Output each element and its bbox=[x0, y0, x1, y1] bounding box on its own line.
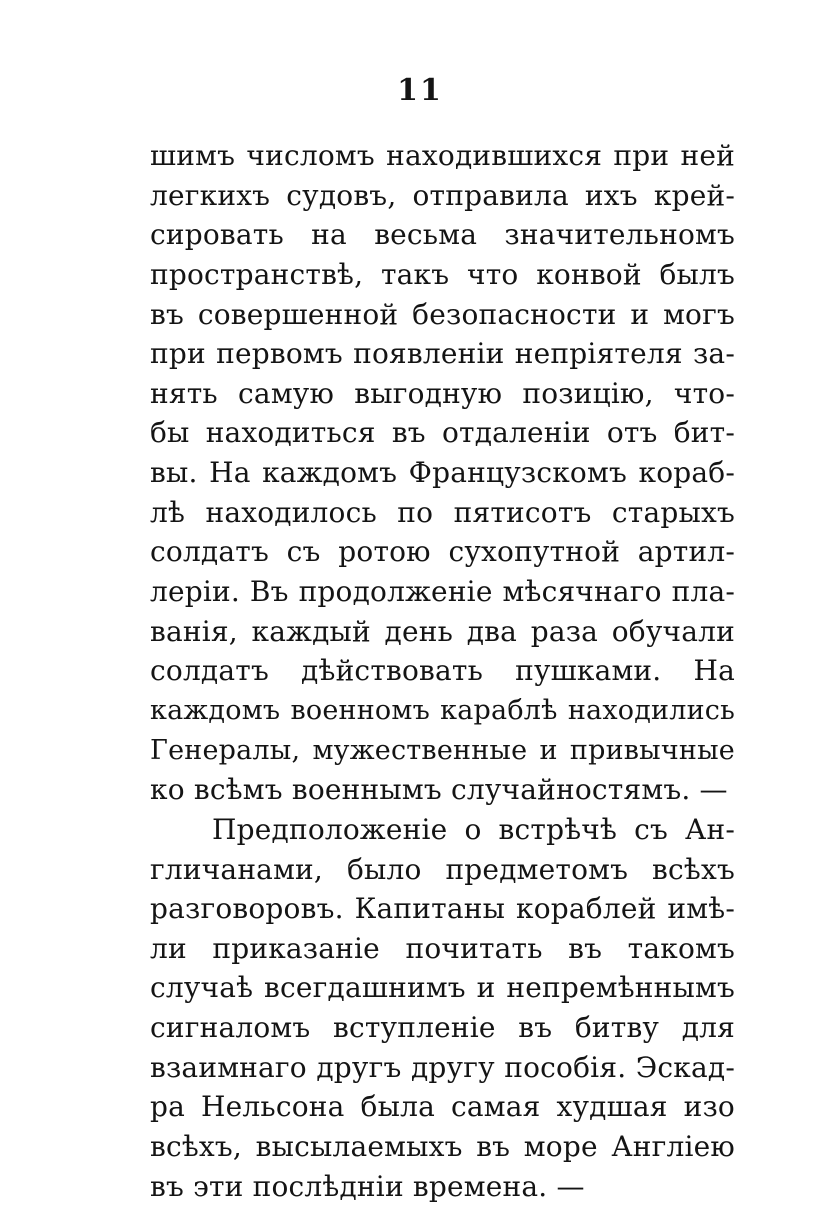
text-line: сигналомъ вступленіе въ битву для bbox=[150, 1011, 735, 1045]
text-line: шимъ числомъ находившихся при ней bbox=[150, 139, 735, 172]
text-line: Предположеніе о встрѣчѣ съ Ан- bbox=[212, 812, 735, 846]
text-line: ра Нельсона была самая худшая изо bbox=[150, 1090, 735, 1124]
text-line: всѣхъ, высылаемыхъ въ море Англіею bbox=[150, 1130, 735, 1164]
text-line: гличанами, было предметомъ всѣхъ bbox=[150, 852, 735, 886]
paragraph-1 bbox=[150, 136, 735, 810]
text-line: въ эти послѣдніи времена. — bbox=[150, 1169, 585, 1203]
text-line: нять самую выгодную позицію, что- bbox=[150, 376, 735, 410]
text-line: взаимнаго другъ другу пособія. Эскад- bbox=[150, 1050, 735, 1084]
text-line: при первомъ появленіи непріятеля за- bbox=[150, 337, 735, 371]
text-line: Генералы, мужественные и привычные bbox=[150, 734, 735, 766]
text-line: разговоровъ. Капитаны кораблей имѣ- bbox=[150, 892, 735, 926]
text-line: ванія, каждый день два раза обучали bbox=[150, 614, 735, 648]
text-line: вы. На каждомъ Французскомъ кораб- bbox=[150, 456, 735, 490]
text-line: случаѣ всегдашнимъ и непремѣннымъ bbox=[150, 971, 735, 1005]
text-line: каждомъ военномъ караблѣ находились bbox=[150, 694, 735, 726]
text-line: бы находиться въ отдаленіи отъ бит- bbox=[150, 416, 735, 450]
text-line: солдатъ дѣйствовать пушками. На bbox=[150, 654, 735, 688]
text-line: легкихъ судовъ, отправила ихъ крей- bbox=[150, 178, 735, 212]
page-number: 11 bbox=[397, 73, 443, 108]
text-line: пространствѣ, такъ что конвой былъ bbox=[150, 257, 735, 291]
text-line: ли приказаніе почитать въ такомъ bbox=[150, 931, 735, 965]
text-line: ко всѣмъ военнымъ случайностямъ. — bbox=[150, 773, 728, 807]
text-line: леріи. Въ продолженіе мѣсячнаго пла- bbox=[150, 575, 735, 609]
paragraph-2 bbox=[150, 810, 735, 1206]
text-line: сировать на весьма значительномъ bbox=[150, 218, 735, 252]
text-line: солдатъ съ ротою сухопутной артил- bbox=[150, 535, 735, 569]
body-text bbox=[150, 136, 735, 1206]
text-line: въ совершенной безопасности и могъ bbox=[150, 297, 735, 331]
text-line: лѣ находилось по пятисотъ старыхъ bbox=[150, 495, 735, 529]
